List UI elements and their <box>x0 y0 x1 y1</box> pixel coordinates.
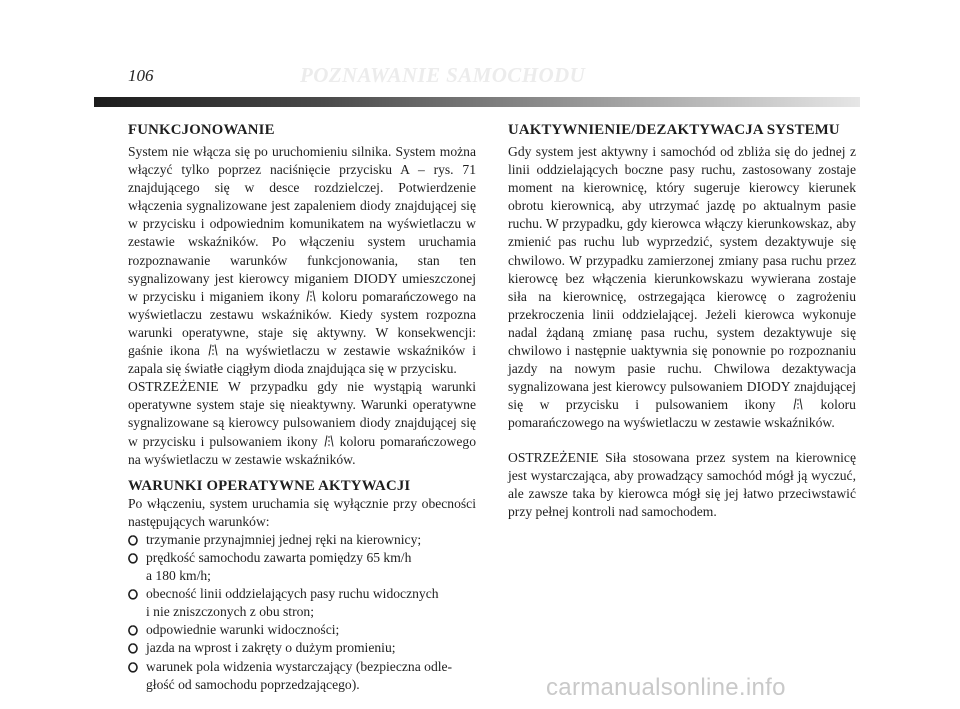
lane-departure-icon <box>324 435 334 447</box>
paragraph-activation-part1: Gdy system jest aktywny i samochód od zbliża się do jednej z linii oddzielających boczne pasy ruchu, zastosowany zostaje moment na kierownicę, który sugeruje kierowcy kierunek obrotu kierownicą, aby utrzymać jazdę po aktualnym pasie ruchu. W przypadku, gdy kierowca włączy kierunkowskaz, aby zmienić pas ruchu lub wyprzedzić, system dezaktywuje się chwilowo. W przypadku zamierzonej zmiany pasa ruchu przez kierowcę bez włączenia kierunkowskazu wywierana zostaje siła na kierownicę, ostrzegająca kierowcę o zagrożeniu przekroczenia linii oddzielającej. Jeżeli kierowca wykonuje nadal żądaną zmianę pasa ruchu, system dezaktywuje się chwilowo i następnie uaktywnia się ponownie po rozpoznaniu jazdy na nowym pasie ruchu. Chwilowa dezaktywacja sygnalizowana jest kierowcy pulsowaniem DIODY znajdującej się w przycisku i pulsowaniem ikony <box>508 144 856 413</box>
heading-funkcjonowanie: FUNKCJONOWANIE <box>128 122 275 138</box>
bullet-icon <box>128 643 138 654</box>
heading-activation-deactivation: UAKTYWNIENIE/DEZAKTYWACJA SYSTEMU <box>508 122 840 138</box>
paragraph-activation <box>508 143 856 433</box>
bullet-icon <box>128 535 138 546</box>
paragraph-operation-part2: koloru pomarańczowego na wyświetlaczu zestawu wskaźników. Kiedy system rozpozna warunki operatywne, staje się aktywny. W konsekwencji: gaśnie ikona <box>128 288 476 359</box>
bullet-icon <box>128 662 138 673</box>
bullet-icon <box>128 625 138 636</box>
heading-activation-conditions: WARUNKI OPERATYWNE AKTYWACJI <box>128 477 411 494</box>
bullet-icon <box>128 553 138 564</box>
left-column <box>128 121 476 694</box>
running-header-title: POZNAWANIE SAMOCHODU <box>300 63 586 87</box>
list-item: warunek pola widzenia wystarczający (bezpieczna odle- głość od samochodu poprzedzającego). <box>128 658 476 694</box>
watermark: carmanualsonline.info <box>546 674 786 701</box>
list-item: trzymanie przynajmniej jednej ręki na kierownicy; <box>128 531 476 549</box>
conditions-list <box>128 531 476 694</box>
paragraph-warning-force: OSTRZEŻENIE Siła stosowana przez system na kierownicę jest wystarczająca, aby prowadzący samochód mógł ją wyczuć, ale zawsze taka by kierowca mógł się jej łatwo przeciwstawić przy pełnej kontroli nad samochodem. <box>508 449 856 519</box>
header-rule <box>94 97 860 107</box>
paragraph-operation-part1: System nie włącza się po uruchomieniu silnika. System można włączyć tylko poprzez naciśnięcie przycisku A – rys. 71 znajdującego się w desce rozdzielczej. Potwierdzenie włączenia sygnalizowane jest zapaleniem diody znajdującej się w przycisku i odpowiednim komunikatem na wyświetlaczu w zestawie wskaźników. Po włączeniu system uruchamia rozpoznawanie warunków funkcjonowania, stan ten sygnalizowany jest kierowcy miganiem DIODY umieszczonej w przycisku i miganiem ikony <box>128 144 476 304</box>
paragraph-conditions-intro: Po włączeniu, system uruchamia się wyłącznie przy obecności następujących warunków: <box>128 495 476 529</box>
paragraph-activation-part2: koloru pomarańczowego na wyświetlaczu w zestawie wskaźników. <box>508 397 856 431</box>
page-number: 106 <box>128 66 154 85</box>
list-item: odpowiednie warunki widoczności; <box>128 621 476 639</box>
right-column <box>508 121 856 521</box>
paragraph-operation-part3: na wyświetlaczu w zestawie wskaźników i zapala się światłe ciągłym dioda znajdująca się w przycisku. <box>128 343 477 377</box>
paragraph-warning-inactive <box>128 378 476 468</box>
list-item: obecność linii oddzielających pasy ruchu widocznych i nie zniszczonych z obu stron; <box>128 585 476 621</box>
paragraph-operation <box>128 143 476 378</box>
lane-departure-icon <box>306 290 316 302</box>
bullet-icon <box>128 589 138 600</box>
paragraph-warning-inactive-part1: OSTRZEŻENIE W przypadku gdy nie wystąpią warunki operatywne system staje się nieaktywny. Warunki operatywne sygnalizowane są kierowcy pulsowaniem diody znajdującej się w przycisku i pulsowaniem ikony <box>128 379 476 449</box>
lane-departure-icon <box>208 344 218 356</box>
list-item: prędkość samochodu zawarta pomiędzy 65 km/h a 180 km/h; <box>128 549 476 585</box>
list-item: jazda na wprost i zakręty o dużym promieniu; <box>128 639 476 657</box>
lane-departure-icon <box>793 398 803 410</box>
paragraph-warning-inactive-part2: koloru pomarańczowego na wyświetlaczu w zestawie wskaźników. <box>128 433 476 467</box>
